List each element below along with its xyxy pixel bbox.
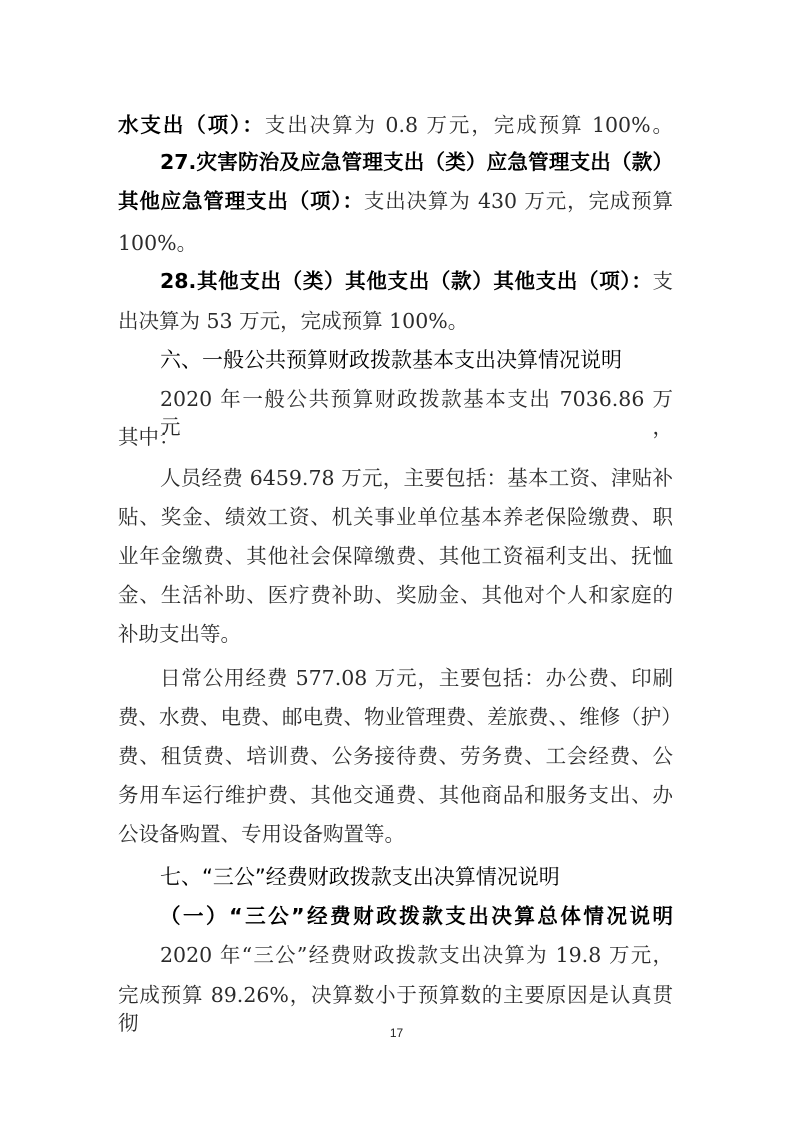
bold-label: 27.灾害防治及应急管理支出（类）应急管理支出（款） xyxy=(160,150,673,174)
text-line xyxy=(160,385,673,439)
text-line xyxy=(160,664,673,692)
text-segment: 2020 年一般公共预算财政拨款基本支出 7036.86 万元， xyxy=(160,387,673,439)
section-heading: 七、“三公”经费财政拨款支出决算情况说明 xyxy=(160,865,560,889)
text-line xyxy=(118,581,673,609)
text-segment: 支出决算为 0.8 万元，完成预算 100%。 xyxy=(264,113,673,137)
text-segment: 日常公用经费 577.08 万元，主要包括：办公费、印刷 xyxy=(160,666,673,690)
text-segment: 金、生活补助、医疗费补助、奖励金、其他对个人和家庭的 xyxy=(118,583,673,607)
text-line xyxy=(118,781,673,809)
text-segment: 出决算为 53 万元，完成预算 100%。 xyxy=(118,309,469,333)
text-line xyxy=(118,423,673,451)
text-line xyxy=(160,464,673,492)
text-segment: 支 xyxy=(652,269,673,293)
text-segment: 业年金缴费、其他社会保障缴费、其他工资福利支出、抚恤 xyxy=(118,544,673,568)
text-segment: 公设备购置、专用设备购置等。 xyxy=(118,822,405,846)
text-segment: 支出决算为 430 万元，完成预算 xyxy=(363,189,673,213)
text-segment: 费、租赁费、培训费、公务接待费、劳务费、工会经费、公 xyxy=(118,744,673,768)
bold-label: 28.其他支出（类）其他支出（款）其他支出（项）： xyxy=(160,269,653,293)
text-line xyxy=(118,307,673,335)
text-line xyxy=(118,742,673,770)
text-segment: 务用车运行维护费、其他交通费、其他商品和服务支出、办 xyxy=(118,783,673,807)
text-line xyxy=(160,148,673,176)
bold-label: 其他应急管理支出（项）： xyxy=(118,189,364,213)
text-segment: 人员经费 6459.78 万元，主要包括：基本工资、津贴补 xyxy=(160,466,673,490)
section-heading: 六、一般公共预算财政拨款基本支出决算情况说明 xyxy=(160,348,622,372)
text-segment: 其中： xyxy=(118,425,180,449)
text-segment: 100%。 xyxy=(118,231,198,255)
text-line xyxy=(160,267,673,295)
text-line xyxy=(118,229,673,257)
text-line xyxy=(160,941,673,969)
text-segment: 贴、奖金、绩效工资、机关事业单位基本养老保险缴费、职 xyxy=(118,505,673,529)
text-line xyxy=(118,503,673,531)
page-number: 17 xyxy=(389,1026,404,1040)
text-line xyxy=(160,863,673,891)
text-segment: 补助支出等。 xyxy=(118,622,241,646)
text-line xyxy=(160,346,673,374)
text-line xyxy=(118,820,673,848)
text-line xyxy=(118,111,673,139)
text-segment: 费、水费、电费、邮电费、物业管理费、差旅费、、维修（护） xyxy=(118,705,682,729)
text-line xyxy=(118,620,673,648)
text-segment: 完成预算 89.26%，决算数小于预算数的主要原因是认真贯彻 xyxy=(118,983,673,1035)
text-segment: 2020 年“三公”经费财政拨款支出决算为 19.8 万元， xyxy=(160,943,673,967)
bold-label: （一）“三公”经费财政拨款支出决算总体情况说明 xyxy=(160,904,673,928)
text-line xyxy=(118,542,673,570)
text-line xyxy=(160,902,673,930)
text-line xyxy=(118,187,673,215)
bold-label: 水支出（项）： xyxy=(118,113,265,137)
text-line xyxy=(118,703,682,731)
